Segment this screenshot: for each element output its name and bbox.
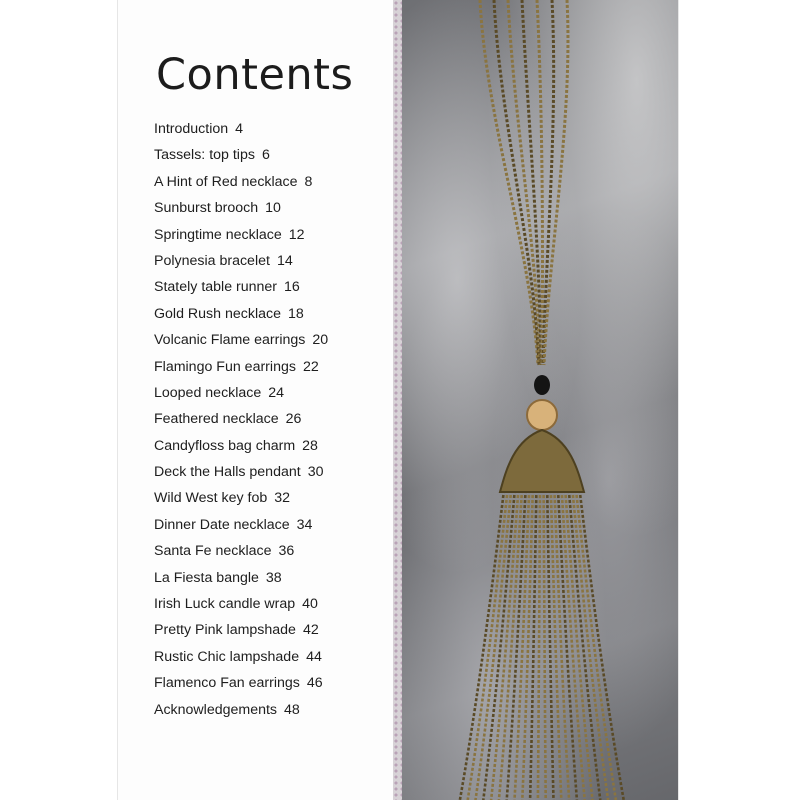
toc-item [154, 198, 328, 224]
toc-item [154, 172, 328, 198]
toc-item [154, 541, 328, 567]
necklace-chains [480, 0, 568, 365]
toc-item [154, 304, 328, 330]
toc-item-label: Flamingo Fun earrings [154, 358, 296, 375]
toc-item-page: 16 [284, 279, 300, 296]
toc-item-page: 32 [274, 490, 291, 507]
toc-item [154, 119, 328, 145]
tassel-cap [500, 430, 584, 492]
toc-item-page: 14 [276, 252, 293, 269]
toc-item-label: Feathered necklace [154, 411, 279, 428]
toc-item [154, 409, 328, 435]
toc-item-page: 22 [302, 358, 319, 375]
black-crystal-bead [534, 375, 550, 395]
toc-item [154, 330, 328, 356]
toc-item-page: 8 [304, 173, 313, 190]
toc-item-page: 28 [302, 437, 318, 454]
page-title: Contents [156, 50, 354, 100]
toc-item-page: 46 [306, 675, 323, 692]
toc-item-label: Gold Rush necklace [154, 305, 281, 322]
toc-item-label: Santa Fe necklace [154, 543, 272, 560]
toc-item [154, 251, 328, 277]
toc-item-page: 38 [265, 569, 282, 586]
toc-item-label: Pretty Pink lampshade [154, 622, 296, 639]
toc-item-page: 6 [261, 147, 270, 164]
tassel-necklace-photo [402, 0, 678, 800]
tassel-necklace-icon [402, 0, 678, 800]
toc-item-page: 44 [306, 648, 322, 665]
toc-item-label: Flamenco Fan earrings [154, 675, 300, 692]
toc-item-label: Dinner Date necklace [154, 516, 290, 533]
toc-item [154, 594, 328, 620]
toc-item-label: Irish Luck candle wrap [154, 596, 296, 613]
toc-item [154, 515, 328, 541]
tassel-strands [460, 490, 624, 800]
toc-item [154, 620, 328, 646]
toc-item-page: 10 [265, 200, 281, 217]
toc-item [154, 488, 328, 514]
toc-item-page: 24 [268, 384, 285, 401]
toc-item-label: Springtime necklace [154, 226, 282, 243]
gold-crystal-bead [527, 400, 557, 430]
toc-item-label: Polynesia bracelet [154, 252, 270, 269]
toc-item [154, 357, 328, 383]
dotted-divider [393, 0, 402, 800]
toc-item-label: Sunburst brooch [154, 200, 259, 217]
toc-item [154, 647, 328, 673]
book-page [118, 0, 678, 800]
toc-item [154, 436, 328, 462]
toc-item-label: Candyfloss bag charm [154, 437, 296, 454]
toc-item-label: Acknowledgements [154, 701, 278, 718]
toc-item-page: 4 [235, 121, 244, 137]
toc-item [154, 145, 328, 171]
toc-item-label: Introduction [154, 121, 229, 137]
toc-item-label: A Hint of Red necklace [154, 173, 298, 190]
toc-item-label: La Fiesta bangle [154, 569, 259, 586]
toc-item [154, 383, 328, 409]
toc-item-page: 34 [296, 516, 313, 533]
toc-item [154, 225, 328, 251]
toc-item-page: 12 [288, 226, 305, 243]
toc-item-label: Deck the Halls pendant [154, 464, 301, 481]
toc-item [154, 277, 328, 303]
toc-item-label: Looped necklace [154, 384, 262, 401]
toc-item-label: Tassels: top tips [154, 147, 255, 164]
toc-item-label: Wild West key fob [154, 490, 268, 507]
toc-item [154, 673, 328, 699]
toc-item [154, 568, 328, 594]
toc-item-page: 36 [278, 543, 295, 560]
table-of-contents [154, 119, 328, 726]
toc-item-page: 20 [312, 332, 329, 349]
toc-item-page: 48 [284, 701, 300, 718]
toc-item-page: 18 [287, 305, 304, 322]
toc-item-label: Rustic Chic lampshade [154, 648, 300, 665]
toc-item-page: 42 [302, 622, 319, 639]
toc-item [154, 462, 328, 488]
toc-item-page: 30 [307, 464, 324, 481]
toc-item [154, 700, 328, 726]
toc-item-label: Stately table runner [154, 279, 278, 296]
toc-item-page: 40 [302, 596, 318, 613]
toc-item-label: Volcanic Flame earrings [154, 332, 306, 349]
contents-panel [118, 0, 393, 800]
toc-item-page: 26 [285, 411, 302, 428]
